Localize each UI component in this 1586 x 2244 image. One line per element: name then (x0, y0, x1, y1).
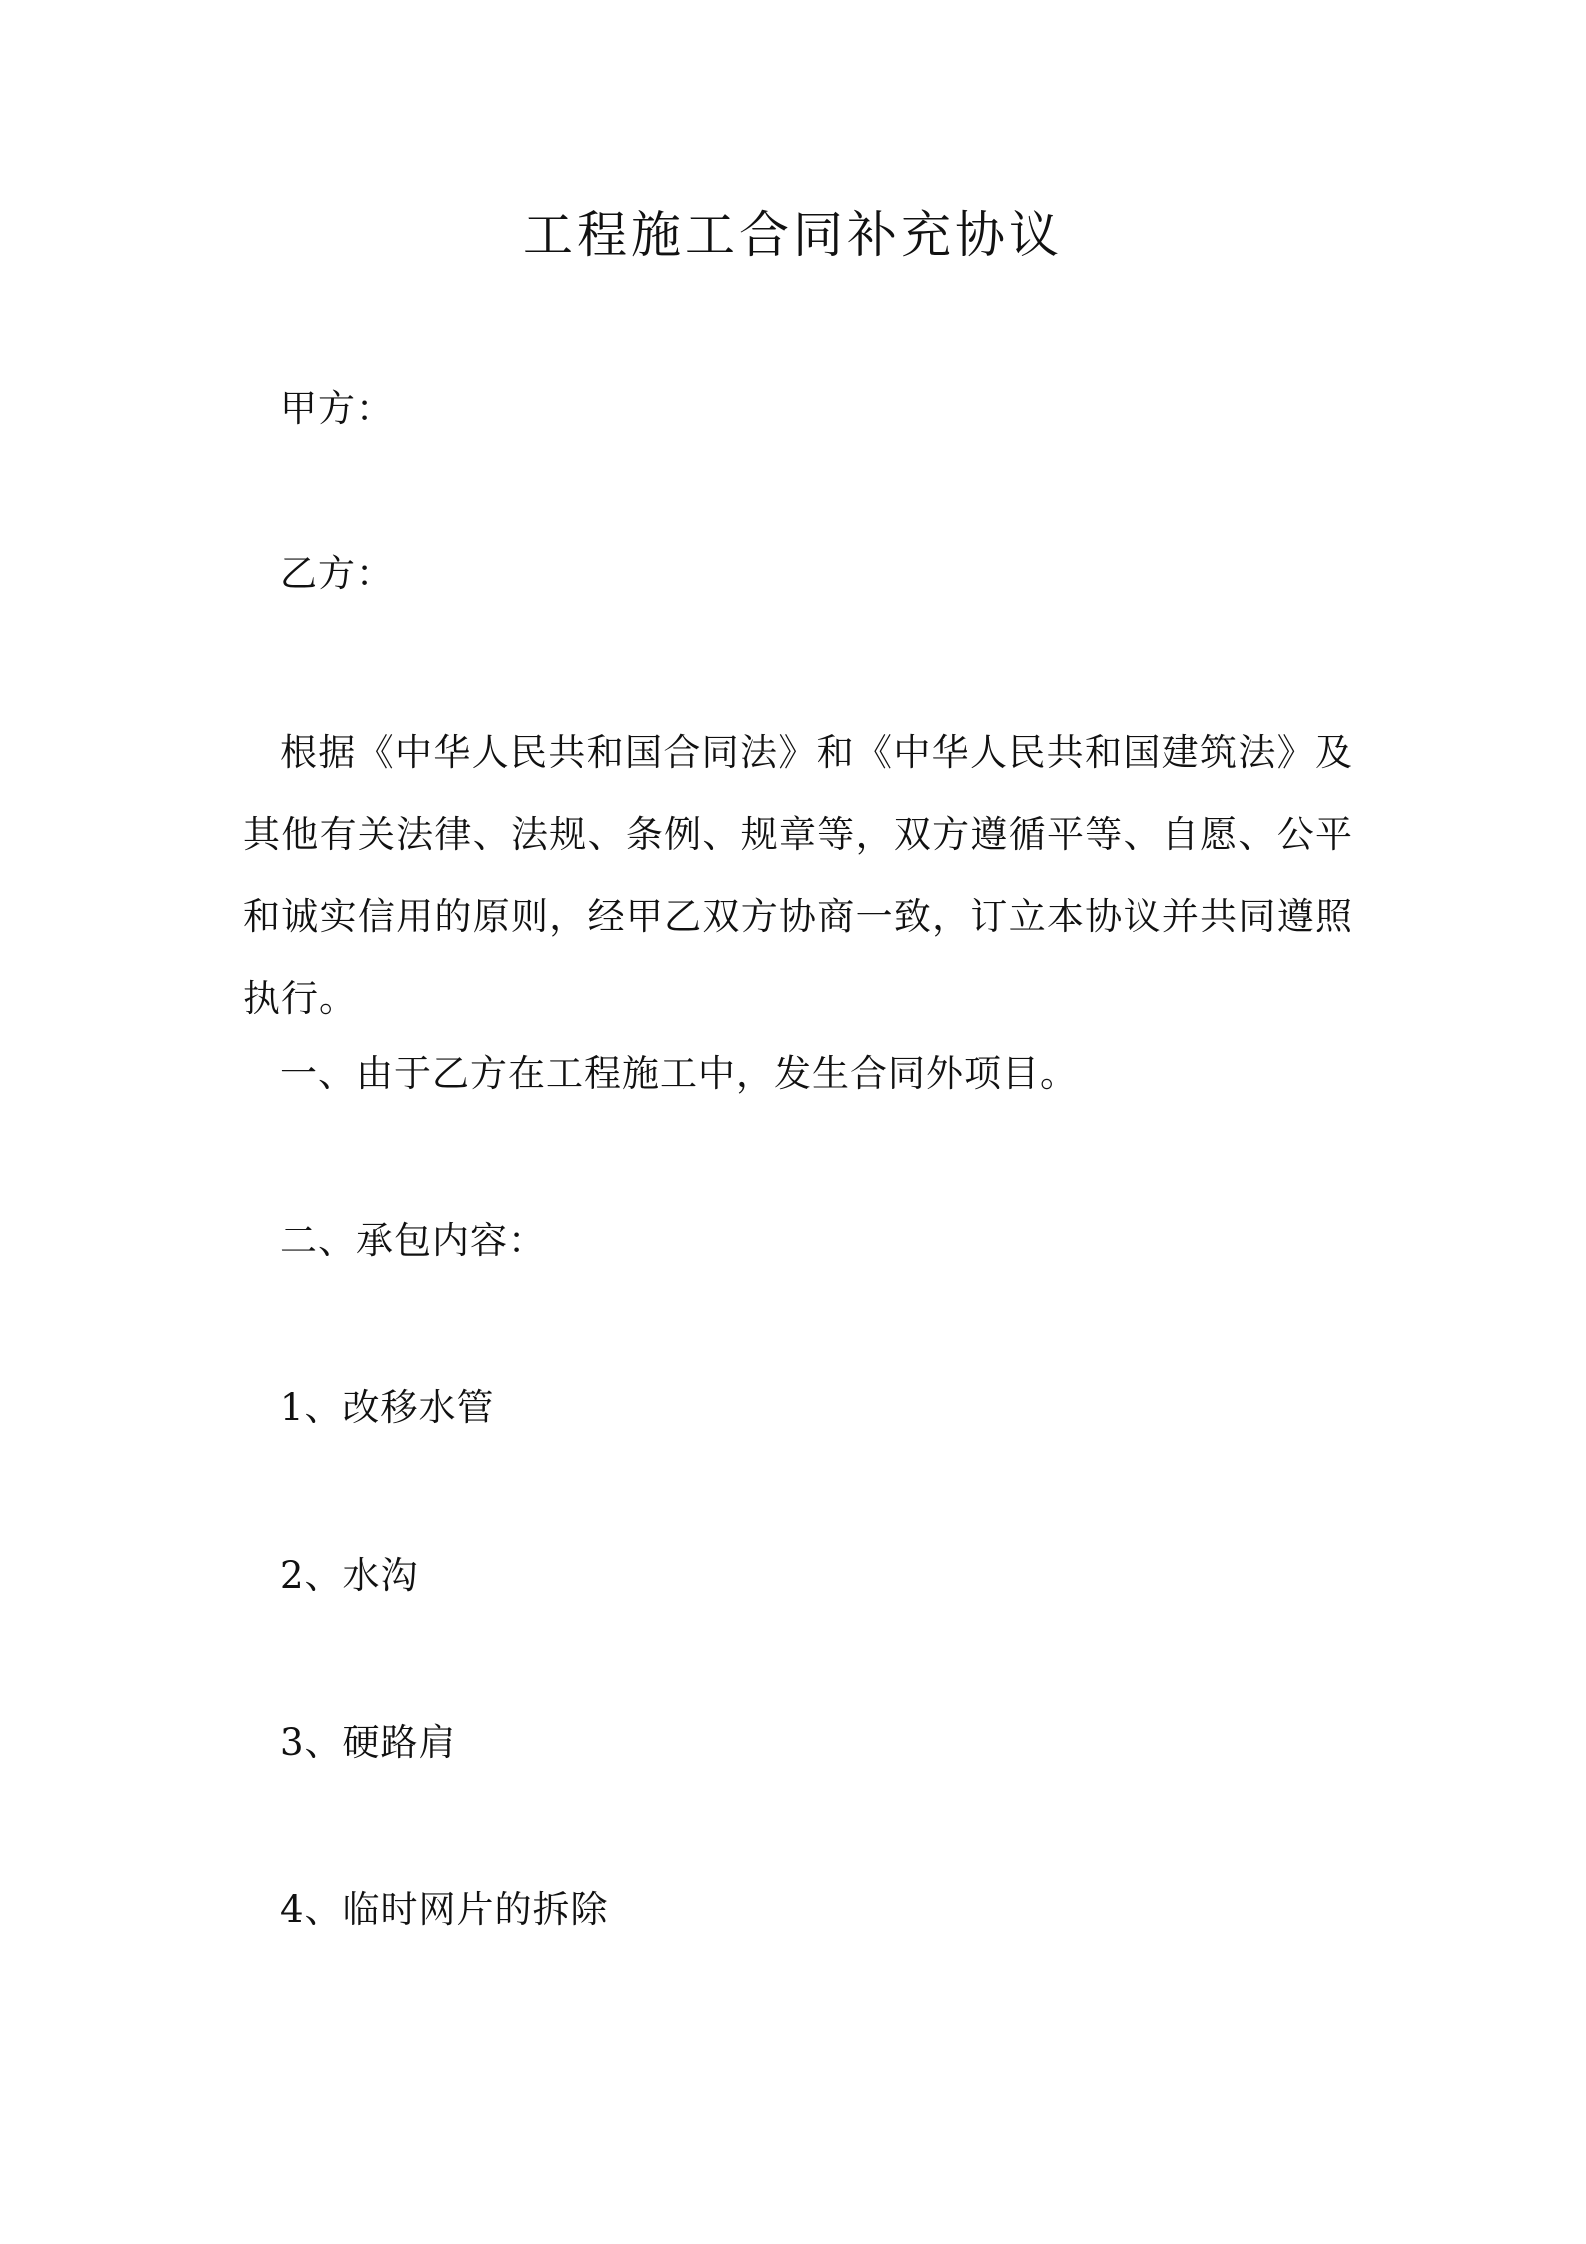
list-item-3: 3、硬路肩 (280, 1721, 457, 1764)
list-item-2: 2、水沟 (280, 1554, 419, 1597)
list-item-4: 4、临时网片的拆除 (280, 1888, 609, 1931)
party-b-label: 乙方： (280, 552, 394, 595)
party-a-label: 甲方： (280, 387, 394, 430)
document-title: 工程施工合同补充协议 (523, 206, 1063, 264)
list-item-1: 1、改移水管 (280, 1386, 495, 1429)
section-1: 一、由于乙方在工程施工中，发生合同外项目。 (280, 1052, 1078, 1095)
preamble-paragraph: 根据《中华人民共和国合同法》和《中华人民共和国建筑法》及其他有关法律、法规、条例、规章等，双方遵循平等、自愿、公平和诚实信用的原则，经甲乙双方协商一致，订立本协议并共同遵照执行。 (243, 731, 1353, 1020)
section-2-heading: 二、承包内容： (280, 1219, 546, 1262)
